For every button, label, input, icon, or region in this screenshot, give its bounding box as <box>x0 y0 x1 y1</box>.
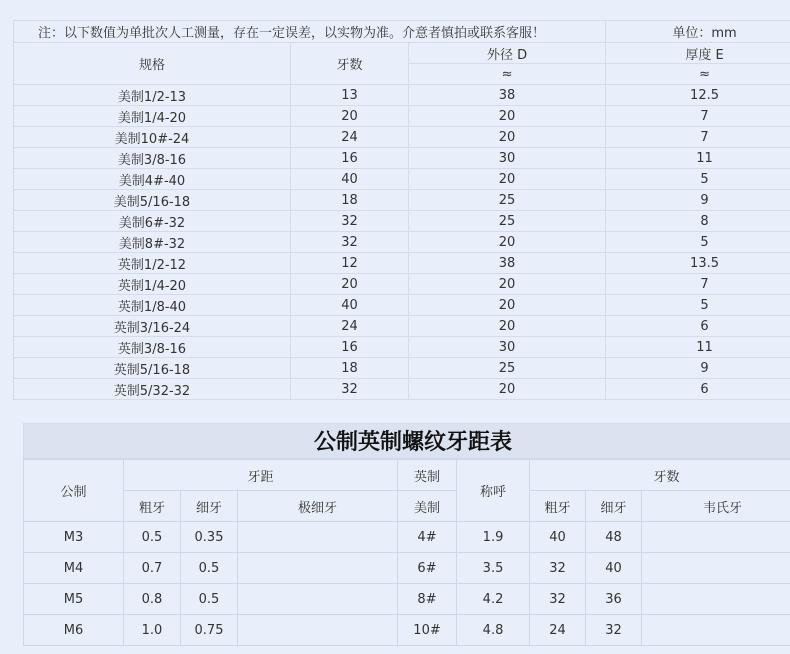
spec-cell: 英制1/2-12 <box>14 253 291 274</box>
table-row <box>24 615 790 646</box>
header-approx-d: ≈ <box>409 64 606 85</box>
header-us: 美制 <box>398 491 457 522</box>
table-row <box>14 211 790 232</box>
outer-diameter-cell: 25 <box>409 211 606 232</box>
teeth-cell: 32 <box>291 379 409 400</box>
teeth-cell: 32 <box>291 232 409 253</box>
thickness-cell: 7 <box>606 106 790 127</box>
thickness-cell: 11 <box>606 148 790 169</box>
tpi-fine-cell: 36 <box>586 584 642 615</box>
header-fine: 细牙 <box>181 491 238 522</box>
header-pitch: 牙距 <box>124 460 398 491</box>
thickness-cell: 7 <box>606 274 790 295</box>
header-approx-e: ≈ <box>606 64 790 85</box>
whitworth-cell <box>642 553 790 584</box>
table-row <box>14 106 790 127</box>
fine-pitch-cell: 0.5 <box>181 584 238 615</box>
outer-diameter-cell: 20 <box>409 379 606 400</box>
metric-size-cell: M4 <box>24 553 124 584</box>
teeth-cell: 20 <box>291 106 409 127</box>
header-whitworth: 韦氏牙 <box>642 491 790 522</box>
thickness-cell: 5 <box>606 232 790 253</box>
outer-diameter-cell: 38 <box>409 253 606 274</box>
thickness-cell: 9 <box>606 358 790 379</box>
table-row <box>24 522 790 553</box>
tpi-coarse-cell: 32 <box>530 553 586 584</box>
teeth-cell: 16 <box>291 148 409 169</box>
header-tpi-fine: 细牙 <box>586 491 642 522</box>
tpi-coarse-cell: 40 <box>530 522 586 553</box>
spec-cell: 英制1/8-40 <box>14 295 291 316</box>
coarse-pitch-cell: 0.5 <box>124 522 181 553</box>
table-row <box>14 253 790 274</box>
thickness-cell: 9 <box>606 190 790 211</box>
thickness-cell: 7 <box>606 127 790 148</box>
metric-size-cell: M6 <box>24 615 124 646</box>
table-row <box>14 127 790 148</box>
extra-fine-pitch-cell <box>238 584 398 615</box>
table-row <box>14 85 790 106</box>
metric-size-cell: M5 <box>24 584 124 615</box>
spec-table-body <box>14 85 790 400</box>
outer-diameter-cell: 30 <box>409 148 606 169</box>
teeth-cell: 13 <box>291 85 409 106</box>
header-thickness: 厚度 E <box>606 43 790 64</box>
outer-diameter-cell: 20 <box>409 127 606 148</box>
outer-diameter-cell: 25 <box>409 190 606 211</box>
table-row <box>14 169 790 190</box>
teeth-cell: 12 <box>291 253 409 274</box>
spec-cell: 美制8#-32 <box>14 232 291 253</box>
spec-cell: 英制3/8-16 <box>14 337 291 358</box>
us-size-cell: 6# <box>398 553 457 584</box>
header-spec: 规格 <box>14 43 291 85</box>
extra-fine-pitch-cell <box>238 522 398 553</box>
nominal-cell: 1.9 <box>457 522 530 553</box>
coarse-pitch-cell: 1.0 <box>124 615 181 646</box>
tpi-fine-cell: 48 <box>586 522 642 553</box>
outer-diameter-cell: 38 <box>409 85 606 106</box>
table-row <box>14 190 790 211</box>
fine-pitch-cell: 0.35 <box>181 522 238 553</box>
header-outer-diameter: 外径 D <box>409 43 606 64</box>
thickness-cell: 5 <box>606 169 790 190</box>
header-teeth: 牙数 <box>291 43 409 85</box>
tpi-coarse-cell: 32 <box>530 584 586 615</box>
nominal-cell: 3.5 <box>457 553 530 584</box>
header-extra-fine: 极细牙 <box>238 491 398 522</box>
header-tpi-coarse: 粗牙 <box>530 491 586 522</box>
teeth-cell: 32 <box>291 211 409 232</box>
us-size-cell: 8# <box>398 584 457 615</box>
tpi-coarse-cell: 24 <box>530 615 586 646</box>
table-row <box>14 232 790 253</box>
teeth-cell: 18 <box>291 190 409 211</box>
whitworth-cell <box>642 584 790 615</box>
spec-cell: 美制10#-24 <box>14 127 291 148</box>
spec-cell: 美制3/8-16 <box>14 148 291 169</box>
spec-cell: 美制6#-32 <box>14 211 291 232</box>
header-name: 称呼 <box>457 460 530 522</box>
spec-cell: 英制3/16-24 <box>14 316 291 337</box>
thickness-cell: 6 <box>606 316 790 337</box>
outer-diameter-cell: 20 <box>409 232 606 253</box>
thickness-cell: 6 <box>606 379 790 400</box>
thickness-cell: 12.5 <box>606 85 790 106</box>
fine-pitch-cell: 0.5 <box>181 553 238 584</box>
teeth-cell: 40 <box>291 295 409 316</box>
outer-diameter-cell: 30 <box>409 337 606 358</box>
thread-spec-table <box>13 20 790 400</box>
spec-cell: 英制5/16-18 <box>14 358 291 379</box>
header-imperial: 英制 <box>398 460 457 491</box>
coarse-pitch-cell: 0.7 <box>124 553 181 584</box>
table-row <box>14 148 790 169</box>
pitch-table-body <box>24 522 790 646</box>
spec-cell: 美制1/4-20 <box>14 106 291 127</box>
outer-diameter-cell: 20 <box>409 169 606 190</box>
thickness-cell: 5 <box>606 295 790 316</box>
teeth-cell: 16 <box>291 337 409 358</box>
extra-fine-pitch-cell <box>238 615 398 646</box>
tpi-fine-cell: 40 <box>586 553 642 584</box>
table-row <box>14 358 790 379</box>
outer-diameter-cell: 25 <box>409 358 606 379</box>
us-size-cell: 4# <box>398 522 457 553</box>
spec-cell: 英制5/32-32 <box>14 379 291 400</box>
spec-cell: 美制5/16-18 <box>14 190 291 211</box>
tpi-fine-cell: 32 <box>586 615 642 646</box>
outer-diameter-cell: 20 <box>409 274 606 295</box>
pitch-table-title: 公制英制螺纹牙距表 <box>23 423 790 459</box>
outer-diameter-cell: 20 <box>409 316 606 337</box>
header-tpi: 牙数 <box>530 460 790 491</box>
table-row <box>14 295 790 316</box>
spec-cell: 美制4#-40 <box>14 169 291 190</box>
teeth-cell: 24 <box>291 316 409 337</box>
thickness-cell: 8 <box>606 211 790 232</box>
teeth-cell: 24 <box>291 127 409 148</box>
extra-fine-pitch-cell <box>238 553 398 584</box>
thread-pitch-table <box>23 459 790 646</box>
teeth-cell: 20 <box>291 274 409 295</box>
measurement-note: 注：以下数值为单批次人工测量，存在一定误差，以实物为准。介意者慎拍或联系客服！ <box>14 21 606 43</box>
table-row <box>24 584 790 615</box>
table-row <box>14 337 790 358</box>
table-row <box>14 316 790 337</box>
whitworth-cell <box>642 522 790 553</box>
thickness-cell: 11 <box>606 337 790 358</box>
teeth-cell: 18 <box>291 358 409 379</box>
outer-diameter-cell: 20 <box>409 295 606 316</box>
metric-size-cell: M3 <box>24 522 124 553</box>
table-row <box>14 274 790 295</box>
unit-label: 单位：mm <box>606 21 790 43</box>
outer-diameter-cell: 20 <box>409 106 606 127</box>
whitworth-cell <box>642 615 790 646</box>
us-size-cell: 10# <box>398 615 457 646</box>
header-coarse: 粗牙 <box>124 491 181 522</box>
nominal-cell: 4.2 <box>457 584 530 615</box>
coarse-pitch-cell: 0.8 <box>124 584 181 615</box>
teeth-cell: 40 <box>291 169 409 190</box>
thickness-cell: 13.5 <box>606 253 790 274</box>
table-row <box>24 553 790 584</box>
fine-pitch-cell: 0.75 <box>181 615 238 646</box>
spec-cell: 美制1/2-13 <box>14 85 291 106</box>
table-row <box>14 379 790 400</box>
spec-cell: 英制1/4-20 <box>14 274 291 295</box>
nominal-cell: 4.8 <box>457 615 530 646</box>
header-metric: 公制 <box>24 460 124 522</box>
